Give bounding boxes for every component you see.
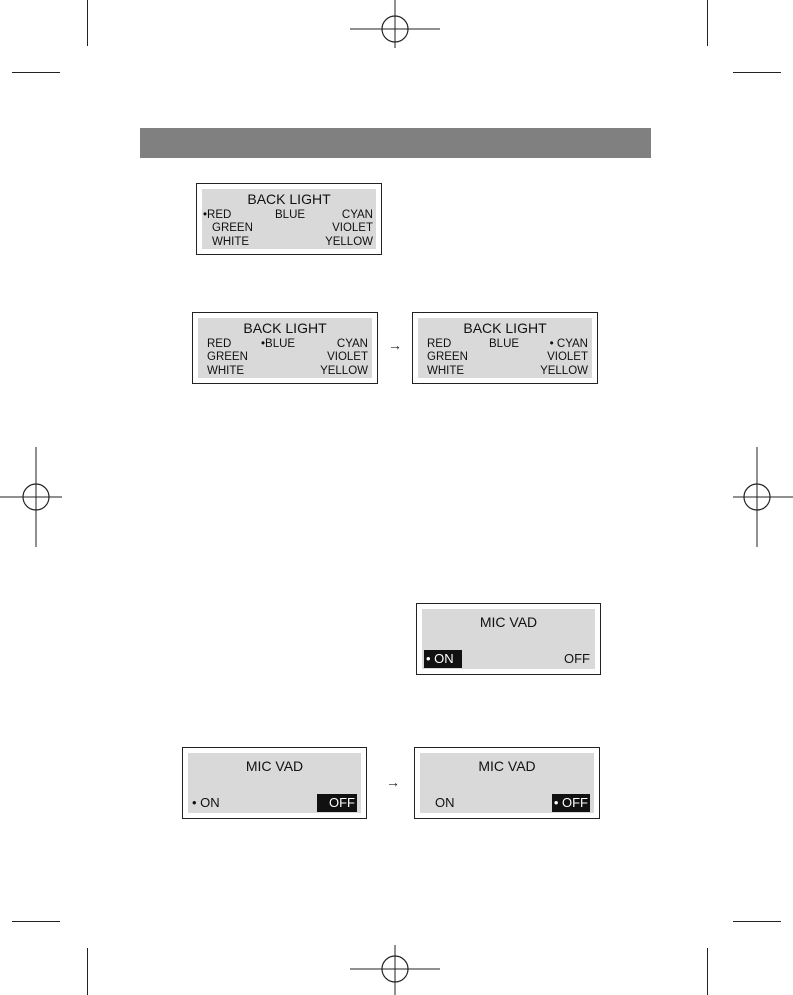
- crop-mark: [12, 72, 60, 73]
- crop-mark: [707, 0, 708, 46]
- backlight-screen-cyan: [412, 312, 598, 384]
- option-yellow: YELLOW: [320, 365, 368, 377]
- crop-mark: [707, 948, 708, 995]
- screen-title: BACK LIGHT: [243, 320, 327, 336]
- crop-mark: [12, 921, 60, 922]
- option-on: ON: [435, 795, 455, 810]
- option-on-selected: • ON: [424, 650, 462, 668]
- option-green: GREEN: [427, 351, 468, 363]
- option-off-highlighted: OFF: [317, 794, 357, 812]
- screen-title: MIC VAD: [245, 758, 304, 774]
- option-green: GREEN: [207, 351, 248, 363]
- option-white: WHITE: [212, 236, 250, 248]
- screen-title: BACK LIGHT: [247, 191, 331, 207]
- backlight-screen-red: [196, 183, 382, 255]
- screen-title: MIC VAD: [479, 614, 538, 630]
- option-blue: BLUE: [489, 338, 520, 350]
- crop-mark: [733, 921, 781, 922]
- micvad-screen-off-selected: [414, 747, 600, 819]
- arrow-icon: →: [386, 774, 400, 790]
- crop-mark: [87, 948, 88, 995]
- arrow-icon: →: [388, 337, 402, 353]
- option-blue: BLUE: [275, 209, 306, 221]
- option-white: WHITE: [207, 365, 245, 377]
- option-on-selected: • ON: [192, 795, 220, 810]
- option-green: GREEN: [212, 222, 253, 234]
- screen-title: MIC VAD: [478, 758, 536, 774]
- option-red-selected: •RED: [203, 209, 232, 221]
- option-cyan-selected: • CYAN: [549, 338, 588, 350]
- backlight-screen-blue: [192, 312, 378, 384]
- section-header-bar: [140, 128, 651, 158]
- option-cyan: CYAN: [341, 209, 373, 221]
- registration-target-icon: [350, 945, 440, 995]
- crop-mark: [733, 72, 781, 73]
- option-violet: VIOLET: [547, 351, 588, 363]
- crop-mark: [87, 0, 88, 46]
- registration-target-icon: [350, 0, 440, 60]
- micvad-screen-on: [416, 603, 601, 675]
- registration-target-icon: [723, 447, 793, 547]
- option-cyan: CYAN: [336, 338, 368, 350]
- micvad-screen-off-highlight: [182, 747, 367, 819]
- option-violet: VIOLET: [327, 351, 368, 363]
- option-yellow: YELLOW: [540, 365, 588, 377]
- option-blue-selected: •BLUE: [261, 338, 296, 350]
- option-red: RED: [427, 338, 452, 350]
- option-off-selected: • OFF: [553, 795, 588, 810]
- option-off: OFF: [564, 651, 590, 666]
- option-violet: VIOLET: [332, 222, 373, 234]
- option-white: WHITE: [427, 365, 465, 377]
- option-red: RED: [207, 338, 232, 350]
- screen-title: BACK LIGHT: [463, 320, 547, 336]
- option-yellow: YELLOW: [325, 236, 373, 248]
- registration-target-icon: [0, 447, 70, 547]
